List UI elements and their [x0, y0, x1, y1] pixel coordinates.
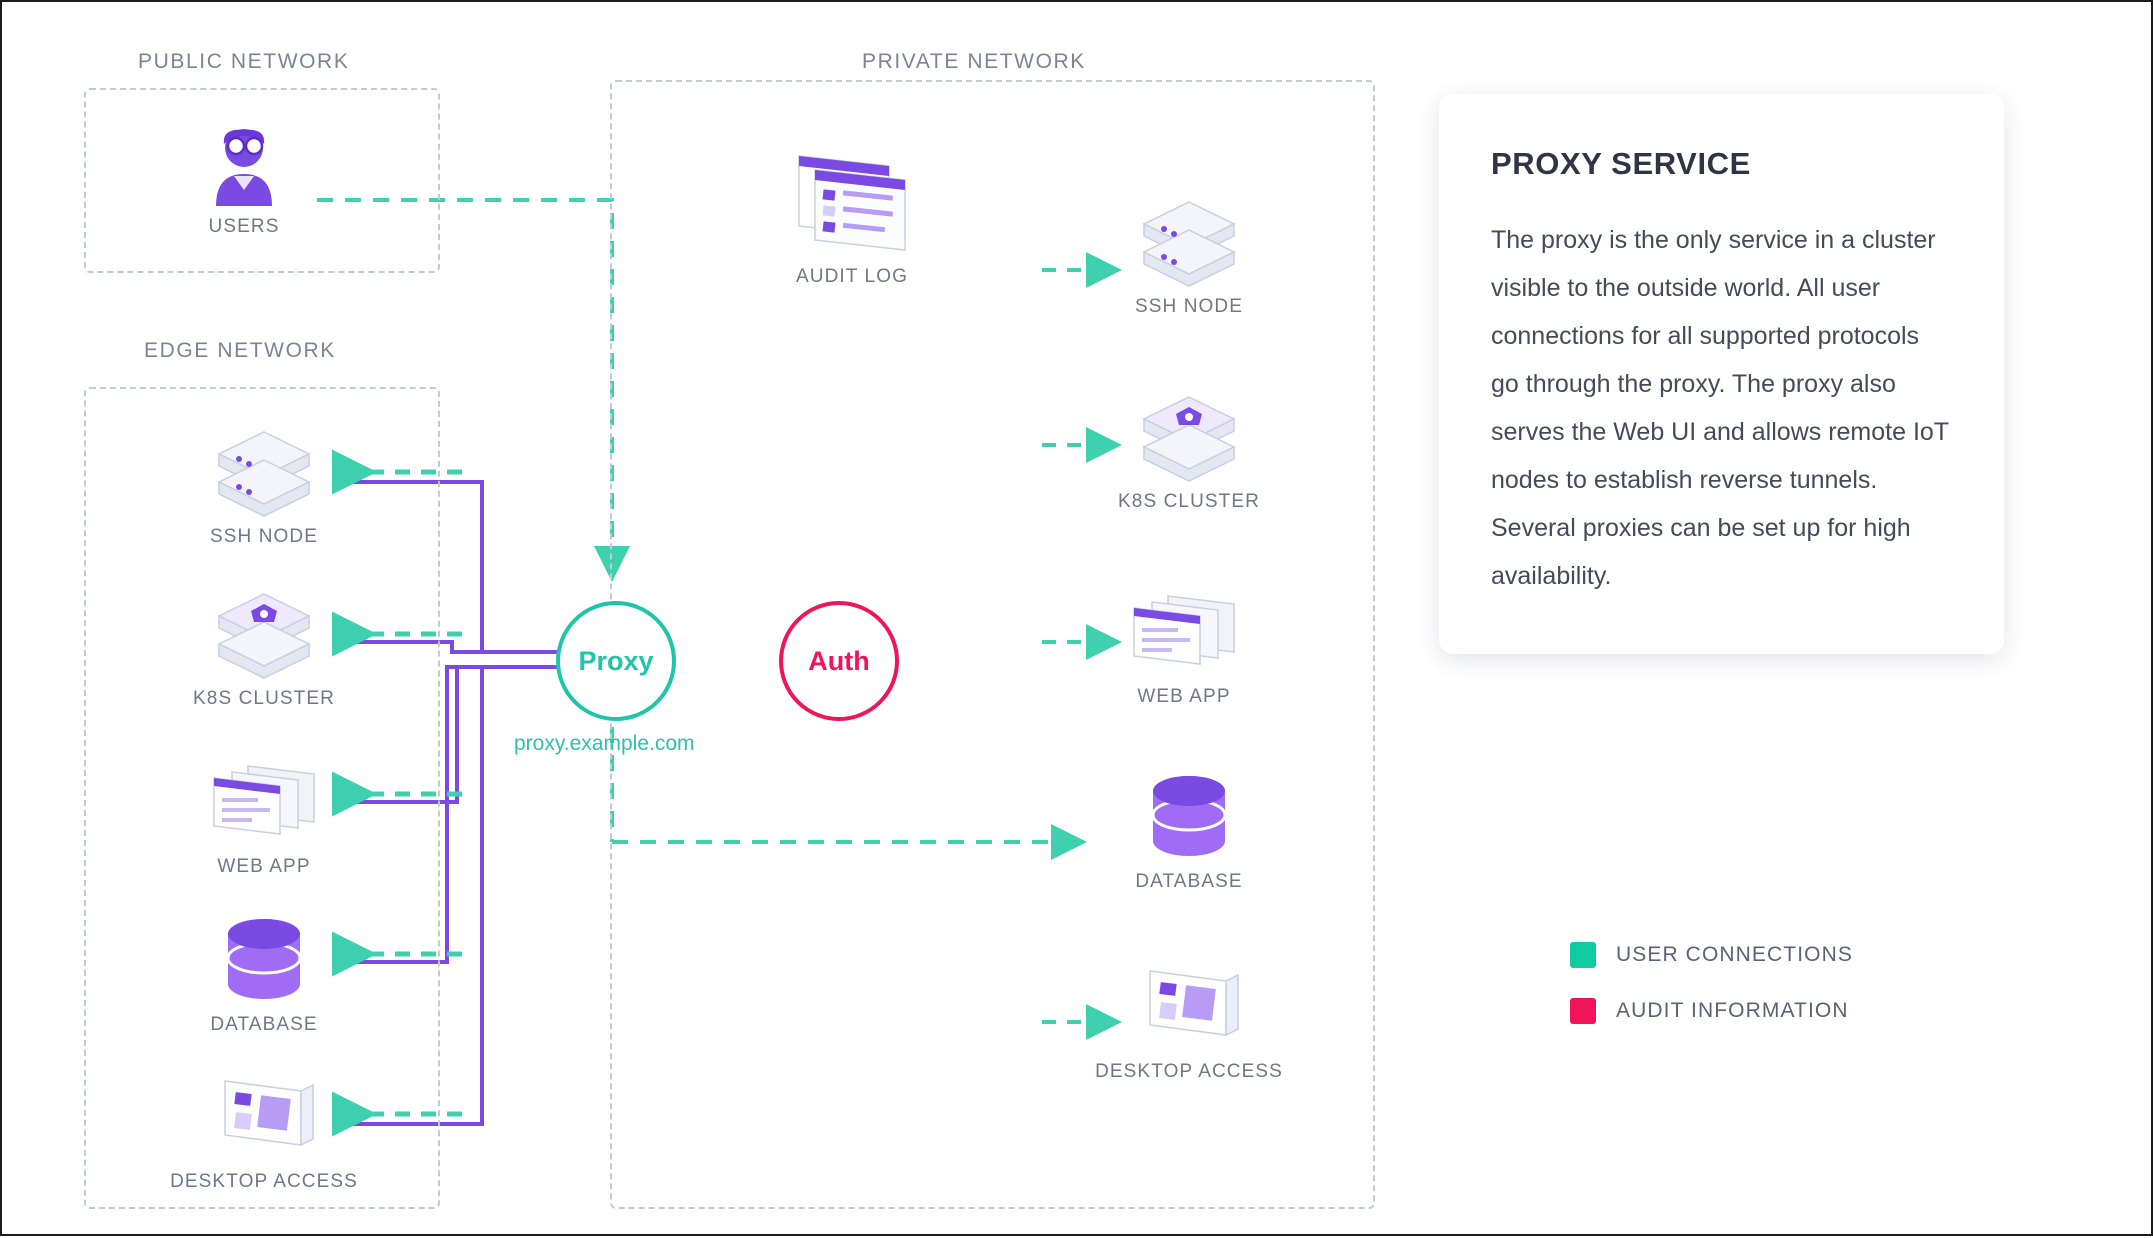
- kubernetes-server-icon: [154, 584, 374, 680]
- browser-windows-icon: [154, 752, 374, 848]
- node-private-db[interactable]: [1079, 767, 1299, 893]
- proxy-service-card: [1439, 94, 2004, 654]
- node-label-audit-log: AUDIT LOG: [796, 266, 908, 287]
- node-private-desktop[interactable]: [1079, 957, 1299, 1083]
- proxy-hostname: proxy.example.com: [514, 732, 695, 755]
- legend-label-audit-information: AUDIT INFORMATION: [1616, 999, 1849, 1022]
- node-label-private-k8s: K8S CLUSTER: [1118, 491, 1260, 512]
- legend-item-audit-information: [1570, 998, 1853, 1024]
- zone-label-edge: EDGE NETWORK: [144, 339, 336, 362]
- node-private-web[interactable]: [1074, 582, 1294, 708]
- node-edge-db[interactable]: [154, 910, 374, 1036]
- node-private-ssh[interactable]: [1079, 192, 1299, 318]
- legend-item-user-connections: [1570, 942, 1853, 968]
- desktop-monitor-icon: [154, 1067, 374, 1163]
- node-label-private-db: DATABASE: [1135, 871, 1243, 892]
- node-private-k8s[interactable]: [1079, 387, 1299, 513]
- zone-label-public: PUBLIC NETWORK: [138, 50, 350, 73]
- user-avatar-icon: [134, 112, 354, 208]
- database-cylinder-icon: [154, 910, 374, 1006]
- kubernetes-server-icon: [1079, 387, 1299, 483]
- legend-label-user-connections: USER CONNECTIONS: [1616, 943, 1853, 966]
- node-label-edge-desktop: DESKTOP ACCESS: [170, 1171, 358, 1192]
- node-users[interactable]: [134, 112, 354, 238]
- browser-windows-icon: [1074, 582, 1294, 678]
- node-label-users: USERS: [208, 216, 280, 237]
- node-edge-desktop[interactable]: [154, 1067, 374, 1193]
- audit-log-document-icon: [742, 162, 962, 258]
- auth-label: Auth: [808, 645, 870, 676]
- desktop-monitor-icon: [1079, 957, 1299, 1053]
- node-label-edge-db: DATABASE: [210, 1014, 318, 1035]
- server-stack-icon: [154, 422, 374, 518]
- node-edge-web[interactable]: [154, 752, 374, 878]
- node-label-edge-ssh: SSH NODE: [209, 526, 319, 547]
- diagram-stage: [2, 2, 2151, 1234]
- node-edge-k8s[interactable]: [154, 584, 374, 710]
- node-label-private-ssh: SSH NODE: [1134, 296, 1244, 317]
- legend-swatch-icon: [1570, 998, 1596, 1024]
- auth-node[interactable]: [779, 601, 899, 721]
- server-stack-icon: [1079, 192, 1299, 288]
- legend: [1570, 942, 1853, 1054]
- node-audit-log[interactable]: [742, 162, 962, 288]
- proxy-label: Proxy: [578, 645, 654, 676]
- card-title: PROXY SERVICE: [1491, 146, 1751, 181]
- legend-swatch-icon: [1570, 942, 1596, 968]
- node-label-edge-web: WEB APP: [217, 856, 311, 877]
- node-label-private-web: WEB APP: [1137, 686, 1231, 707]
- node-label-private-desktop: DESKTOP ACCESS: [1095, 1061, 1283, 1082]
- proxy-node[interactable]: [556, 601, 676, 721]
- node-label-edge-k8s: K8S CLUSTER: [193, 688, 335, 709]
- card-body: The proxy is the only service in a cluster visible to the outside world. All user connections for all supported protocols go through the proxy. The proxy also serves the Web UI and allows remote IoT nodes to establish reverse tunnels. Several proxies can be set up for high availability.: [1491, 226, 1949, 590]
- zone-label-private: PRIVATE NETWORK: [862, 50, 1086, 73]
- database-cylinder-icon: [1079, 767, 1299, 863]
- node-edge-ssh[interactable]: [154, 422, 374, 548]
